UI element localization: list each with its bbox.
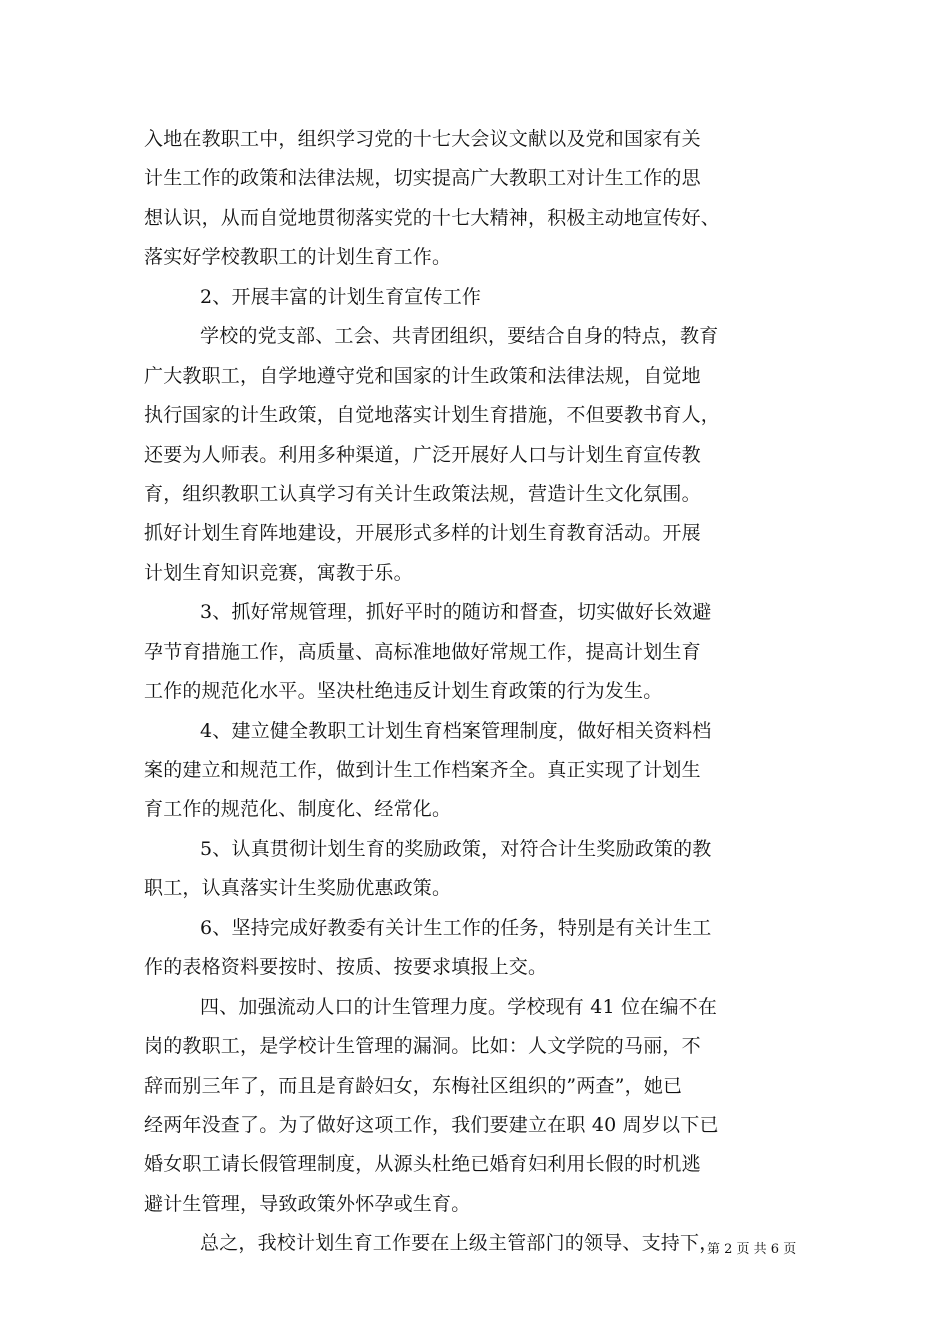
text-line: 育工作的规范化、制度化、经常化。 — [144, 798, 452, 821]
section-heading: 2、开展丰富的计划生育宣传工作 — [200, 285, 482, 308]
text-line: 广大教职工，自学地遵守党和国家的计生政策和法律法规，自觉地 — [144, 364, 701, 387]
text-line: 5、认真贯彻计划生育的奖励政策，对符合计生奖励政策的教 — [200, 837, 712, 860]
text-line: 4、建立健全教职工计划生育档案管理制度，做好相关资料档 — [200, 719, 712, 742]
text-line: 抓好计划生育阵地建设，开展形式多样的计划生育教育活动。开展 — [144, 522, 701, 545]
text-line: 工作的规范化水平。坚决杜绝违反计划生育政策的行为发生。 — [144, 680, 663, 703]
body-text — [144, 120, 824, 1264]
text-line: 计划生育知识竞赛，寓教于乐。 — [144, 561, 413, 584]
text-line: 辞而别三年了，而且是育龄妇女，东梅社区组织的”两查”，她已 — [144, 1074, 683, 1097]
text-line: 岗的教职工，是学校计生管理的漏洞。比如：人文学院的马丽，不 — [144, 1035, 701, 1058]
text-line: 案的建立和规范工作，做到计生工作档案齐全。真正实现了计划生 — [144, 759, 701, 781]
text-line: 育，组织教职工认真学习有关计生政策法规，营造计生文化氛围。 — [144, 482, 701, 505]
text-line: 想认识，从而自觉地贯彻落实党的十七大精神，积极主动地宣传好、 — [144, 206, 721, 229]
text-line: 6、坚持完成好教委有关计生工作的任务，特别是有关计生工 — [200, 916, 712, 939]
page-number-footer: 第 2 页 共 6 页 — [707, 1242, 797, 1257]
text-line: 作的表格资料要按时、按质、按要求填报上交。 — [144, 956, 548, 979]
text-line: 落实好学校教职工的计划生育工作。 — [144, 246, 452, 269]
text-line: 避计生管理，导致政策外怀孕或生育。 — [144, 1192, 471, 1215]
text-line: 经两年没查了。为了做好这项工作，我们要建立在职 40 周岁以下已 — [144, 1113, 719, 1136]
text-line: 总之，我校计划生育工作要在上级主管部门的领导、支持下， — [200, 1232, 719, 1255]
text-line: 还要为人师表。利用多种渠道，广泛开展好人口与计划生育宣传教 — [144, 443, 701, 466]
text-line: 四、加强流动人口的计生管理力度。学校现有 41 位在编不在 — [200, 995, 718, 1018]
text-line: 入地在教职工中，组织学习党的十七大会议文献以及党和国家有关 — [144, 128, 701, 150]
text-line: 职工，认真落实计生奖励优惠政策。 — [144, 877, 452, 900]
text-line: 学校的党支部、工会、共青团组织，要结合自身的特点，教育 — [200, 325, 719, 348]
text-line: 婚女职工请长假管理制度，从源头杜绝已婚育妇利用长假的时机逃 — [144, 1153, 701, 1176]
text-line: 孕节育措施工作，高质量、高标准地做好常规工作，提高计划生育 — [144, 640, 701, 663]
text-line: 3、抓好常规管理，抓好平时的随访和督查，切实做好长效避 — [200, 601, 712, 624]
text-line: 计生工作的政策和法律法规，切实提高广大教职工对计生工作的思 — [144, 167, 701, 190]
text-line: 执行国家的计生政策，自觉地落实计划生育措施，不但要教书育人， — [144, 404, 721, 427]
